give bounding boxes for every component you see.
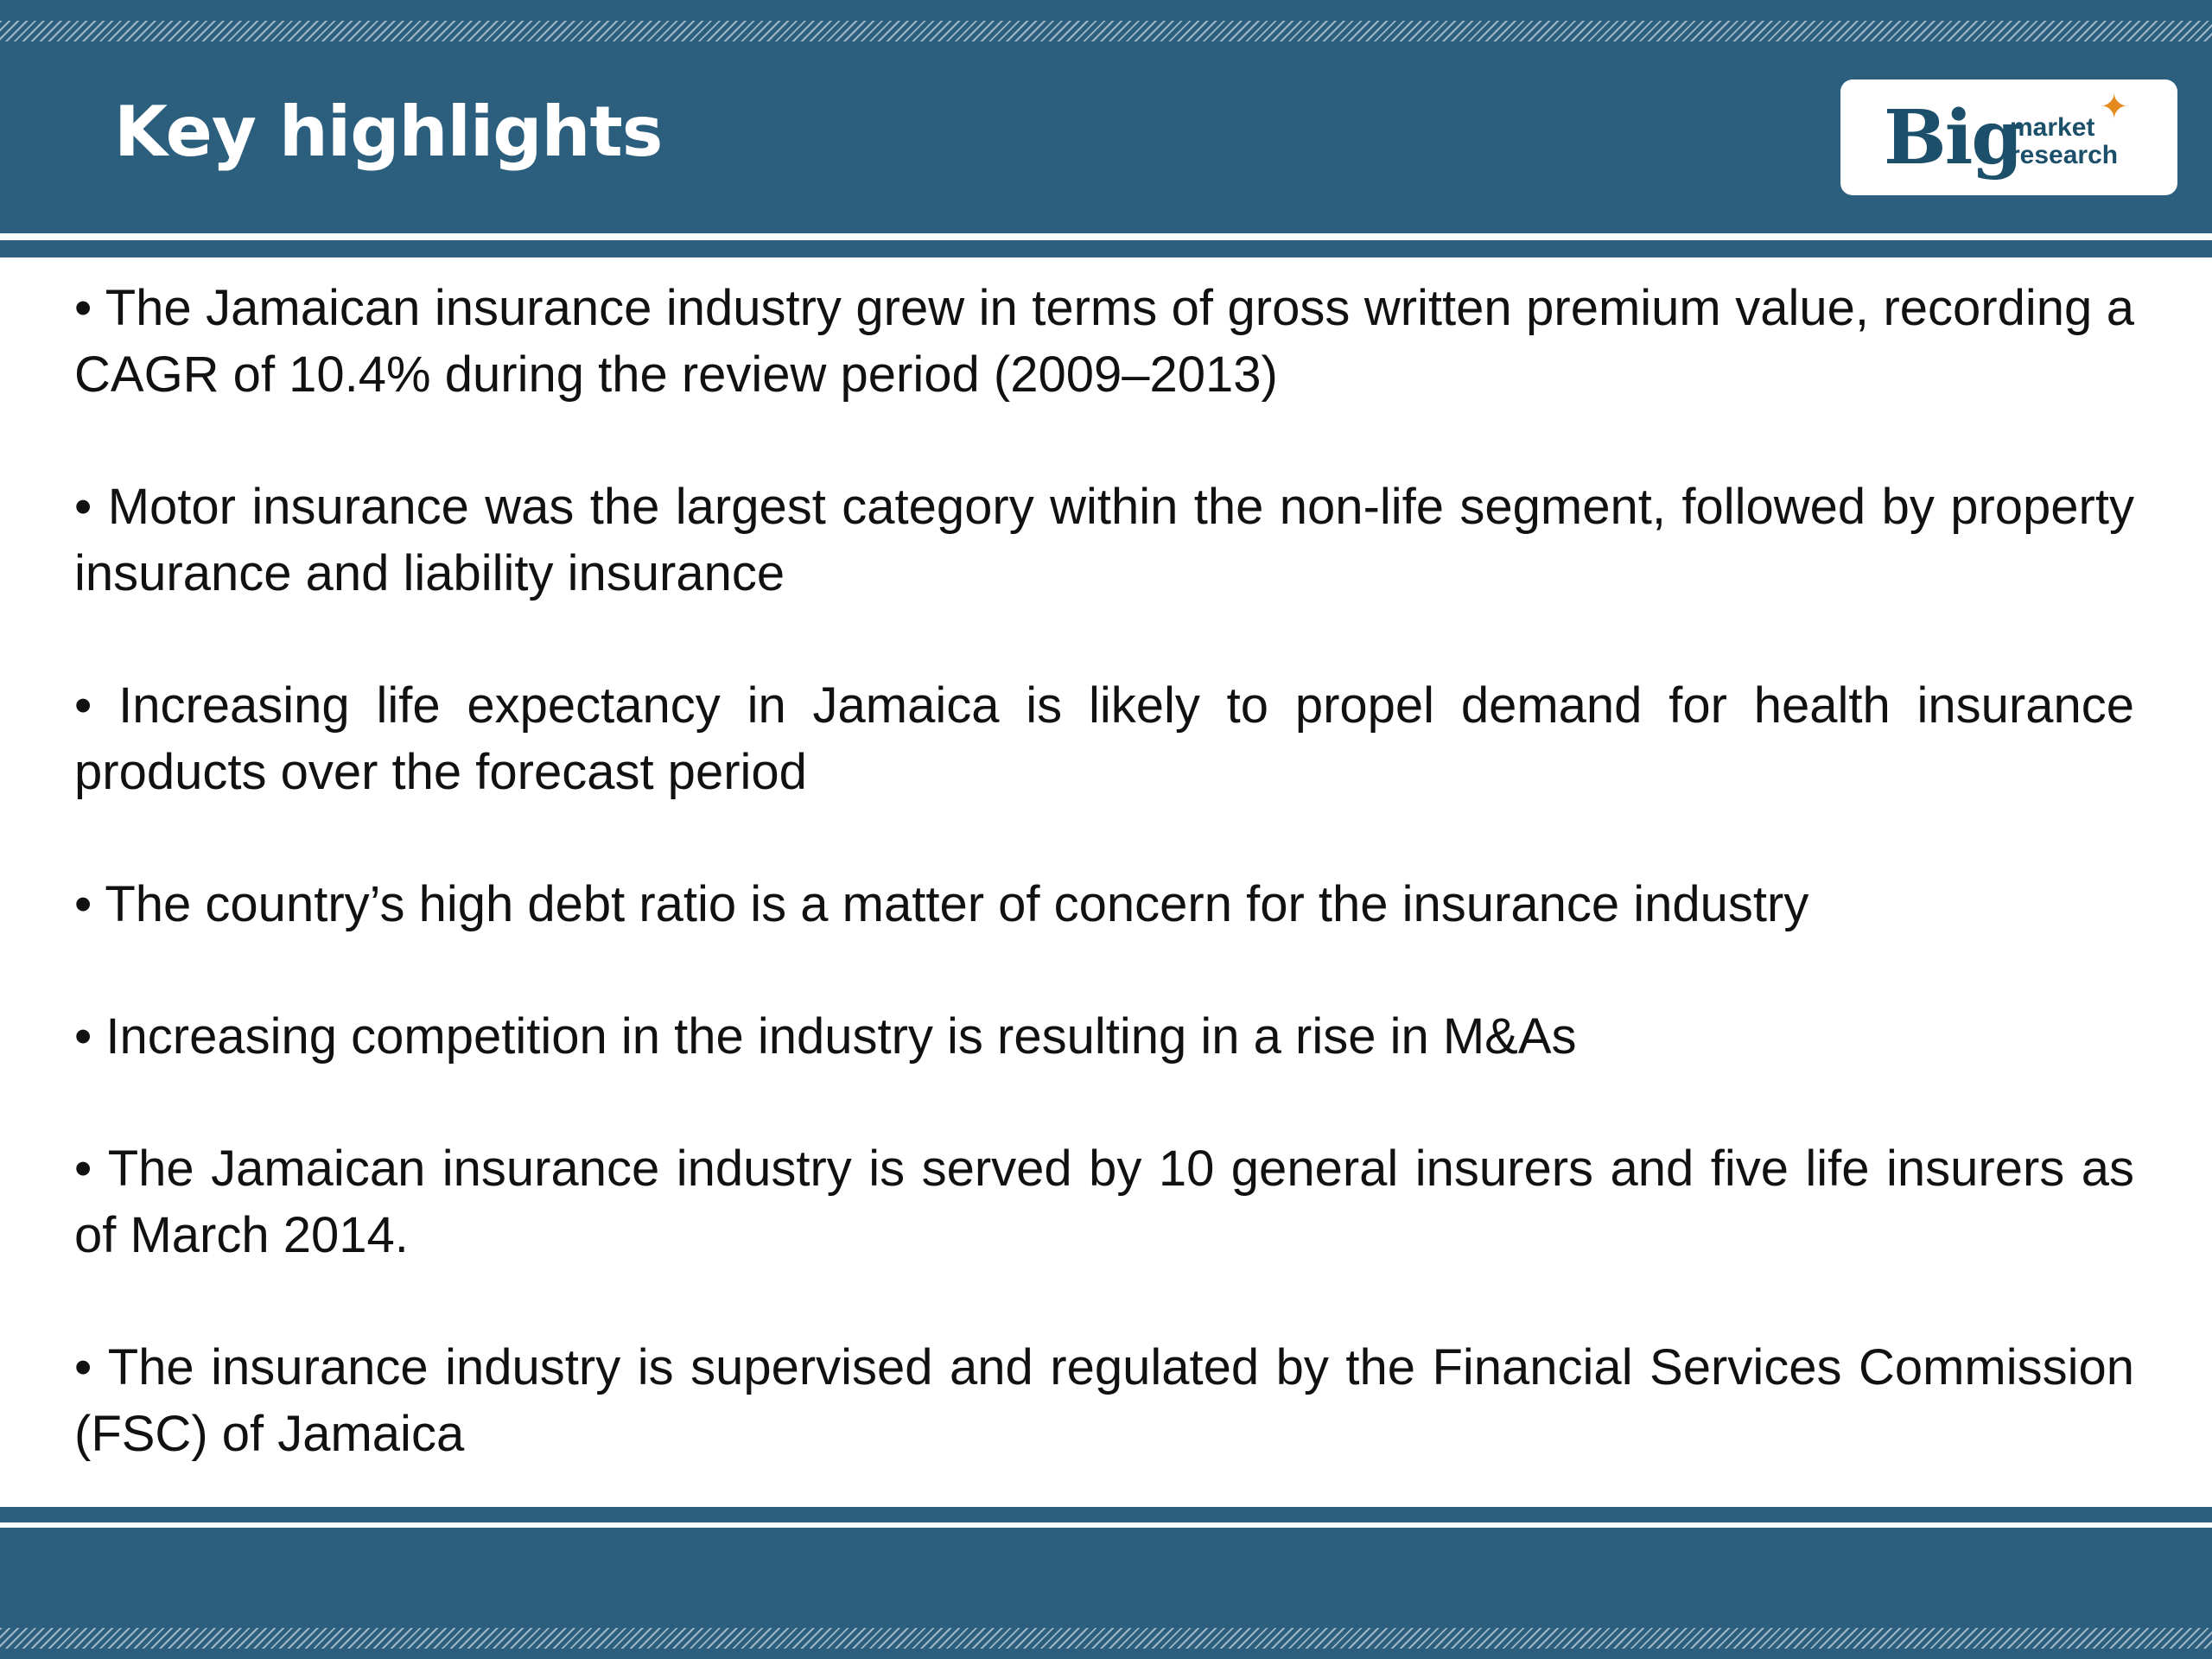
highlight-item: • Motor insurance was the largest category within the non-life segment, followed by property insurance and liability insurance [74,479,2134,601]
highlight-item: • The country’s high debt ratio is a matter of concern for the insurance industry [74,876,1809,932]
highlight-item: • The Jamaican insurance industry grew in terms of gross written premium value, recording a CAGR of 10.4% during the review period (2009–2013) [74,280,2134,403]
header-divider-line [0,240,2212,257]
header-divider-gap [0,233,2212,240]
big-market-research-logo [1840,79,2177,195]
footer-hatched-stripe [0,1628,2212,1649]
logo-research-text: research [2010,141,2119,169]
highlights-list [74,275,2134,1467]
header-top-band [0,0,2212,21]
four-point-star-icon: ✦ [2100,87,2129,127]
page-title: Key highlights [114,92,663,172]
highlight-item: • Increasing competition in the industry is resulting in a rise in M&As [74,1008,1577,1065]
highlight-item: • The insurance industry is supervised and regulated by the Financial Services Commission (FSC) of Jamaica [74,1339,2134,1462]
footer-divider-line [0,1507,2212,1522]
highlight-item: • Increasing life expectancy in Jamaica is likely to propel demand for health insurance products over the forecast period [74,677,2134,800]
footer-band [0,1528,2212,1628]
logo-market-text: market [2010,113,2095,142]
footer-bottom-band [0,1649,2212,1659]
highlight-item: • The Jamaican insurance industry is served by 10 general insurers and five life insurers as of March 2014. [74,1141,2134,1263]
logo-big-text: Big [1884,94,2022,181]
header-hatched-stripe [0,21,2212,41]
